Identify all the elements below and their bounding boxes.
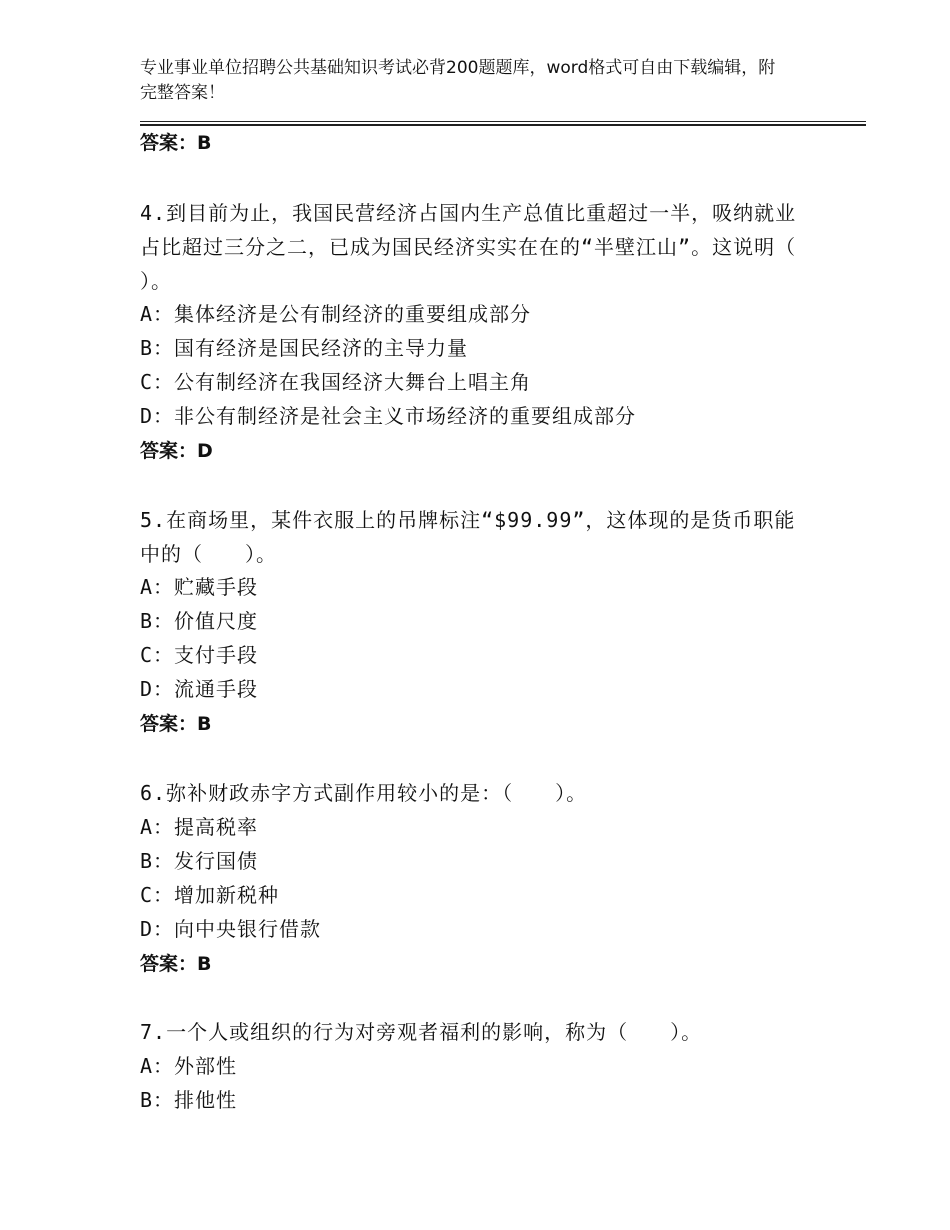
option-a: A：集体经济是公有制经济的重要组成部分	[140, 302, 532, 326]
option-d: D：向中央银行借款	[140, 917, 322, 941]
option-a: A：提高税率	[140, 815, 259, 839]
answer-label: 答案：D	[140, 440, 213, 462]
option-c: C：增加新税种	[140, 883, 280, 907]
option-c: C：公有制经济在我国经济大舞台上唱主角	[140, 370, 532, 394]
option-b: B：价值尺度	[140, 609, 259, 633]
option-b: B：发行国债	[140, 849, 259, 873]
option-a: A：贮藏手段	[140, 575, 259, 599]
option-c: C：支付手段	[140, 643, 259, 667]
header-divider-thick	[140, 124, 866, 126]
page-header: 专业事业单位招聘公共基础知识考试必背200题题库，word格式可自由下载编辑，附完整答案！	[140, 58, 776, 103]
option-d: D：流通手段	[140, 677, 259, 701]
header-divider-thin	[140, 121, 866, 122]
question-stem: 5.在商场里，某件衣服上的吊牌标注“$99.99”，这体现的是货币职能中的（ ）。	[140, 508, 796, 566]
question-stem: 4.到目前为止，我国民营经济占国内生产总值比重超过一半，吸纳就业占比超过三分之二，已成为国民经济实实在在的“半壁江山”。这说明（ ）。	[140, 201, 839, 293]
answer-label: 答案：B	[140, 132, 212, 154]
answer-label: 答案：B	[140, 713, 212, 735]
option-d: D：非公有制经济是社会主义市场经济的重要组成部分	[140, 404, 637, 428]
option-b: B：国有经济是国民经济的主导力量	[140, 336, 469, 360]
question-stem: 6.弥补财政赤字方式副作用较小的是：（ ）。	[140, 781, 588, 805]
answer-label: 答案：B	[140, 953, 212, 975]
option-b: B：排他性	[140, 1088, 238, 1112]
question-stem: 7.一个人或组织的行为对旁观者福利的影响，称为（ ）。	[140, 1020, 703, 1044]
option-a: A：外部性	[140, 1054, 238, 1078]
